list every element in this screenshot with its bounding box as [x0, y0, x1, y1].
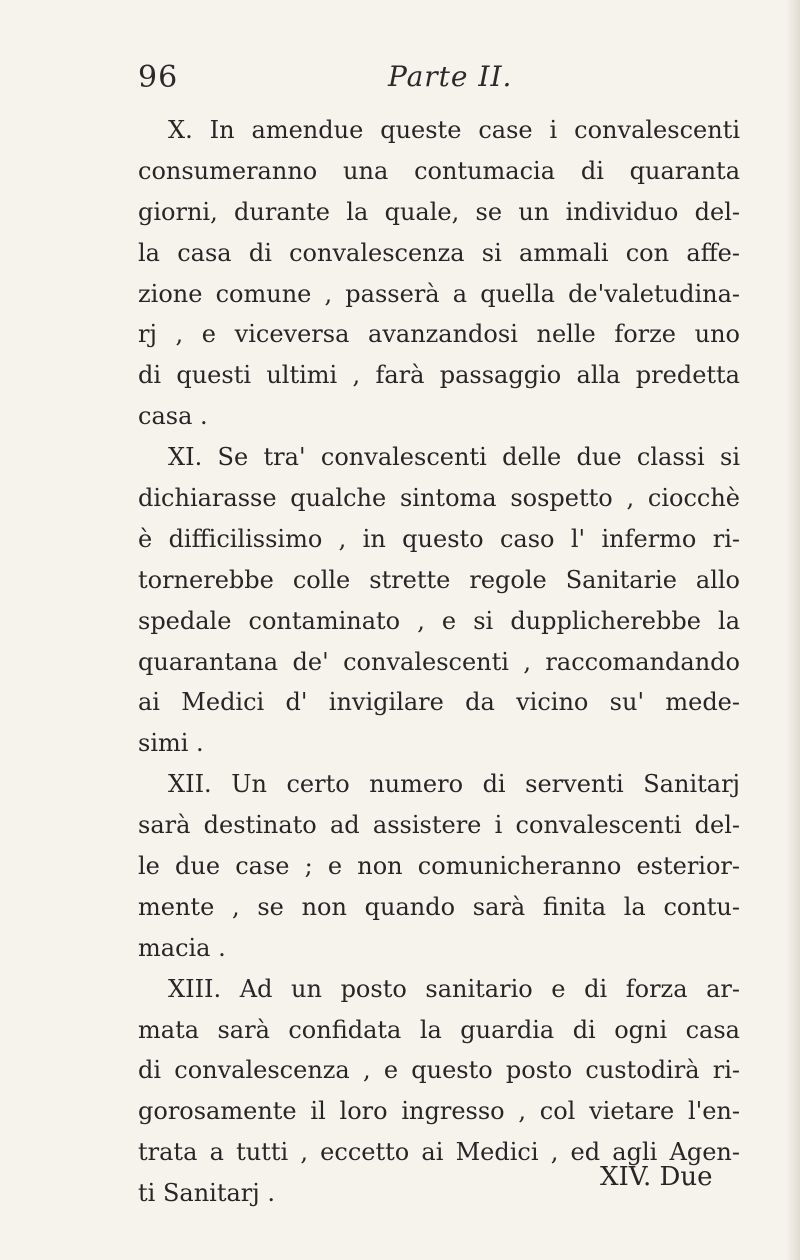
text-line: dichiarasse qualche sintoma sospetto , ciocchè — [138, 484, 740, 513]
page-edge-shadow — [786, 0, 800, 1260]
text-line: trata a tutti , eccetto ai Medici , ed agli Agen- — [138, 1138, 740, 1167]
text-line: sarà destinato ad assistere i convalescenti del- — [138, 811, 740, 840]
running-head: Parte II. — [388, 60, 513, 93]
body-text — [138, 110, 740, 1214]
page-number: 96 — [138, 60, 179, 95]
text-line: di convalescenza , e questo posto custodirà ri- — [138, 1056, 740, 1085]
text-line: XII. Un certo numero di serventi Sanitarj — [168, 770, 740, 799]
text-line: ai Medici d' invigilare da vicino su' mede- — [138, 688, 740, 717]
page-header — [138, 60, 678, 104]
text-line: giorni, durante la quale, se un individuo del- — [138, 197, 740, 226]
text-line: mata sarà confidata la guardia di ogni casa — [138, 1015, 740, 1044]
text-line: è difficilissimo , in questo caso l' infermo ri- — [138, 524, 740, 553]
text-line: gorosamente il loro ingresso , col vietare l'en- — [138, 1097, 740, 1126]
text-line: XIII. Ad un posto sanitario e di forza ar- — [168, 974, 740, 1003]
text-line: tornerebbe colle strette regole Sanitarie allo — [138, 565, 740, 594]
text-line: la casa di convalescenza si ammali con affe- — [138, 238, 740, 267]
text-line: di questi ultimi , farà passaggio alla predetta — [138, 361, 740, 390]
text-line: X. In amendue queste case i convalescenti — [168, 116, 740, 144]
text-line: spedale contaminato , e si dupplicherebbe la — [138, 606, 740, 635]
text-line: rj , e viceversa avanzandosi nelle forze uno — [138, 320, 740, 349]
text-line: simi . — [138, 729, 204, 758]
text-line: zione comune , passerà a quella de'valetudina- — [138, 279, 740, 308]
text-line: mente , se non quando sarà finita la contu- — [138, 892, 740, 921]
text-line: ti Sanitarj . — [138, 1179, 275, 1208]
text-line: XI. Se tra' convalescenti delle due classi si — [168, 443, 740, 472]
text-line: macia . — [138, 933, 226, 962]
text-line: casa . — [138, 402, 208, 431]
catchword: XIV. Due — [600, 1162, 713, 1192]
text-line: consumeranno una contumacia di quaranta — [138, 156, 740, 185]
text-line: le due case ; e non comunicheranno esterior- — [138, 852, 740, 881]
text-line: quarantana de' convalescenti , raccomandando — [138, 647, 740, 676]
